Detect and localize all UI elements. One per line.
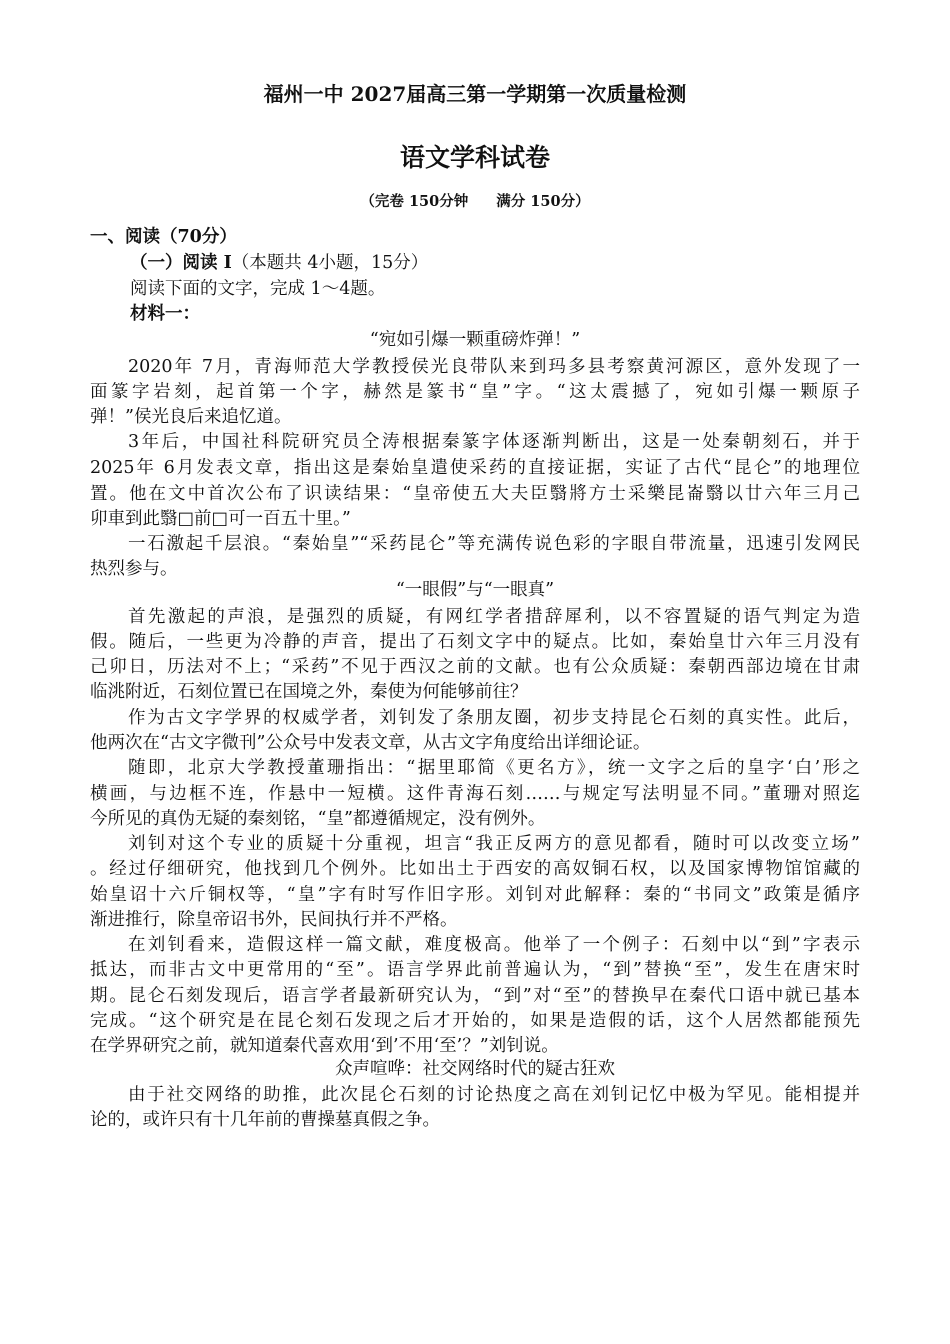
article-subheading: “宛如引爆一颗重磅炸弹！”: [369, 330, 581, 350]
paragraph-line: 随即，北京大学教授董珊指出：“据里耶简《更名方》，统一文字之后的皇字‘白’形之: [128, 758, 860, 778]
exam-header: 福州一中 2027届高三第一学期第一次质量检测: [263, 82, 687, 106]
paragraph-line: 他两次在“古文字微刊”公众号中发表文章，从古文字角度给出详细论证。: [90, 733, 651, 753]
paragraph-line: 在刘钊看来，造假这样一篇文献，难度极高。他举了一个例子：石刻中以“到”字表示: [128, 935, 860, 955]
paragraph-line: 始皇诏十六斤铜权等，“皇”字有时写作旧字形。刘钊对此解释：秦的“书同文”政策是循序: [90, 885, 860, 905]
paragraph-line: 期。昆仑石刻发现后，语言学者最新研究认为，“到”对“至”的替换早在秦代口语中就已基本: [90, 986, 860, 1006]
exam-title: 语文学科试卷: [399, 143, 550, 172]
paragraph-line: 首先激起的声浪，是强烈的质疑，有网红学者措辞犀利，以不容置疑的语气判定为造: [128, 607, 860, 627]
paragraph-line: 2025年 6月发表文章，指出这是秦始皇遣使采药的直接证据，实证了古代“昆仑”的地理位: [90, 458, 860, 478]
paragraph-line: 渐进推行，除皇帝诏书外，民间执行并不严格。: [90, 910, 458, 930]
subsection-note: （本题共 4小题，15分）: [231, 253, 429, 273]
paragraph-line: 置。他在文中首次公布了识读结果：“皇帝使五大夫臣翳將方士采樂昆崙翳以廿六年三月己: [90, 484, 860, 504]
article-subheading: “一眼假”与“一眼真”: [395, 580, 555, 600]
subsection-heading: [130, 251, 428, 275]
paragraph-line: 卯車到此翳□前□可一百五十里。”: [90, 509, 351, 529]
paragraph-line: 由于社交网络的助推，此次昆仑石刻的讨论热度之高在刘钊记忆中极为罕见。能相提并: [128, 1085, 860, 1105]
paragraph-line: 作为古文字学界的权威学者，刘钊发了条朋友圈，初步支持昆仑石刻的真实性。此后，: [128, 708, 860, 728]
article-subheading: 众声喧哗：社交网络时代的疑古狂欢: [335, 1059, 615, 1079]
paragraph-line: 己卯日，历法对不上；“采药”不见于西汉之前的文献。也有公众质疑：秦朝西部边境在甘肃: [90, 657, 860, 677]
paragraph-line: 2020年 7月，青海师范大学教授侯光良带队来到玛多县考察黄河源区，意外发现了一: [128, 357, 860, 377]
exam-subtitle: [0, 190, 950, 214]
paragraph-line: 3年后，中国社科院研究员仝涛根据秦篆字体逐渐判断出，这是一处秦朝刻石，并于: [128, 432, 860, 452]
paragraph-line: 抵达，而非古文中更常用的“至”。语言学界此前普遍认为，“到”替换“至”，发生在唐宋时: [90, 960, 860, 980]
paragraph-line: 。经过仔细研究，他找到几个例外。比如出土于西安的高奴铜石权，以及国家博物馆馆藏的: [90, 859, 860, 879]
paragraph-line: 临洮附近，石刻位置已在国境之外，秦使为何能够前往？: [90, 682, 528, 702]
exam-duration: （完卷 150分钟: [360, 193, 469, 210]
exam-total-score: 满分 150分）: [496, 193, 590, 210]
paragraph-line: 一石激起千层浪。“秦始皇”“采药昆仑”等充满传说色彩的字眼自带流量，迅速引发网民: [128, 534, 860, 554]
subsection-title: （一）阅读 I: [130, 253, 232, 273]
paragraph-line: 热烈参与。: [90, 559, 178, 579]
paragraph-line: 论的，或许只有十几年前的曹操墓真假之争。: [90, 1110, 440, 1130]
paragraph-line: 面篆字岩刻，起首第一个字，赫然是篆书“皇”字。“这太震撼了，宛如引爆一颗原子: [90, 382, 860, 402]
paragraph-line: 完成。“这个研究是在昆仑刻石发现之后才开始的，如果是造假的话，这个人居然都能预先: [90, 1011, 860, 1031]
paragraph-line: 弹！”侯光良后来追忆道。: [90, 407, 292, 427]
paragraph-line: 刘钊对这个专业的质疑十分重视，坦言“我正反两方的意见都看，随时可以改变立场”: [128, 834, 860, 854]
paragraph-line: 假。随后，一些更为冷静的声音，提出了石刻文字中的疑点。比如，秦始皇廿六年三月没有: [90, 632, 860, 652]
instruction: 阅读下面的文字，完成 1～4题。: [130, 279, 386, 299]
paragraph-line: 在学界研究之前，就知道秦代喜欢用‘到’不用‘至’？”刘钊说。: [90, 1036, 559, 1056]
section-heading: 一、阅读（70分）: [90, 227, 237, 247]
paragraph-line: 横画，与边框不连，作悬中一短横。这件青海石刻……与规定写法明显不同。”董珊对照迄: [90, 784, 860, 804]
paragraph-line: 今所见的真伪无疑的秦刻铭，“皇”都遵循规定，没有例外。: [90, 809, 546, 829]
material-label: 材料一：: [130, 304, 200, 324]
